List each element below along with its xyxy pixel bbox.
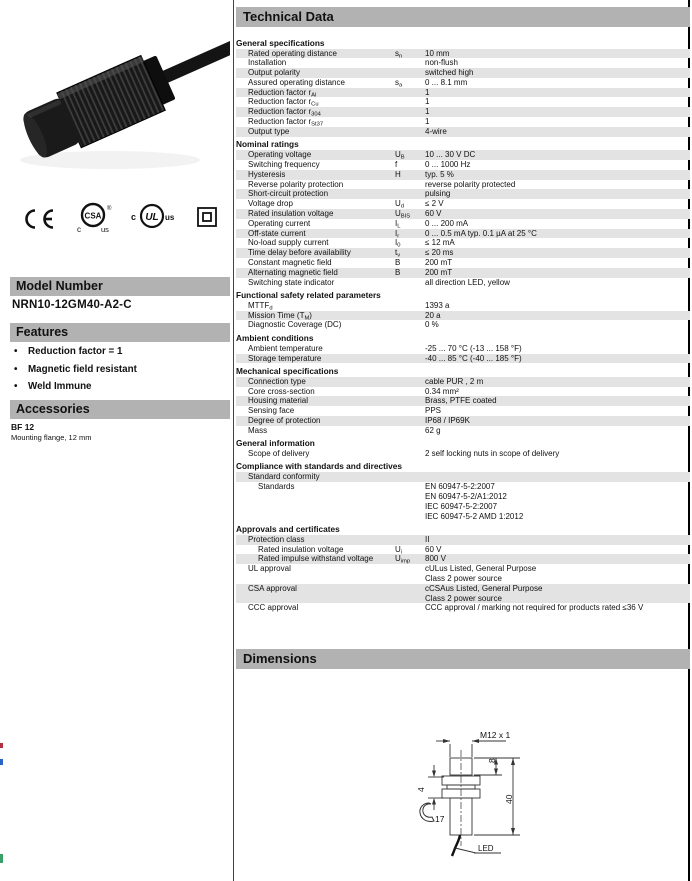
spec-value: 800 V [425,554,446,564]
accessory-name: BF 12 [11,422,35,432]
led-label: LED [478,844,494,853]
spec-value: 0 ... 200 mA [425,218,469,228]
spec-symbol [395,278,425,288]
spec-row [236,258,690,268]
spec-value: cULus Listed, General Purpose Class 2 power source [425,564,537,584]
spec-label: Reduction factor $r_{Cu}$ [248,97,319,108]
spec-value: II [425,534,430,544]
spec-label: Reduction factor $r_{St37}$ [248,117,324,128]
spec-symbol [395,88,425,98]
spec-value: ≤ 20 ms [425,248,454,258]
spec-value: 0 % [425,320,439,330]
spec-row [236,278,690,288]
spec-value: 1 [425,117,430,127]
spec-symbol [395,449,425,459]
spec-symbol: $s_n$ [395,48,403,59]
spec-label: Rated impulse withstand voltage [258,554,374,564]
spec-value: 200 mT [425,257,453,267]
feature-item: • Magnetic field resistant [14,364,224,375]
spec-symbol [395,127,425,137]
ul-c-text: c [131,212,137,222]
spec-row [236,482,690,521]
cul-us-mark-icon [126,203,180,236]
spec-row [236,449,690,459]
spec-row [236,416,690,426]
spec-row [236,426,690,436]
spec-label: Mass [248,425,268,435]
ce-mark-icon [22,208,58,235]
spec-value: reverse polarity protected [425,179,516,189]
spec-value: 1 [425,87,430,97]
spec-label: Short-circuit protection [248,189,329,199]
spec-symbol [395,416,425,426]
spec-row [236,396,690,406]
spec-value: 0 ... 8.1 mm [425,77,468,87]
spec-symbol [395,535,425,545]
spec-symbol: B [395,257,401,267]
spec-row [236,387,690,397]
technical-data-title: Technical Data [236,7,690,27]
spec-value: 62 g [425,425,441,435]
spec-row [236,354,690,364]
spec-symbol [395,344,425,354]
spec-symbol [395,482,425,521]
spec-row [236,209,690,219]
csa-us-text: us [101,225,109,234]
spec-row [236,88,690,98]
spec-value: typ. 5 % [425,169,454,179]
section-title: General specifications [236,37,325,48]
spec-symbol [395,603,425,613]
spec-row [236,97,690,107]
spec-symbol [395,320,425,330]
product-photo [10,12,230,189]
spec-symbol [395,97,425,107]
model-number-header: Model Number [10,277,230,296]
spec-row [236,107,690,117]
spec-label: Standard conformity [248,472,320,482]
spec-value: -40 ... 85 °C (-40 ... 185 °F) [425,353,522,363]
csa-c-text: c [77,225,81,234]
protection-class-ii-icon [196,206,218,233]
spec-row [236,564,690,584]
spec-label: Reverse polarity protection [248,179,344,189]
section-title: Approvals and certificates [236,523,340,534]
spec-label: Voltage drop [248,199,293,209]
spec-row [236,78,690,88]
features-header: Features [10,323,230,342]
spec-symbol [395,117,425,127]
spec-value: 20 a [425,310,441,320]
section-title: Ambient conditions [236,332,314,343]
page-edge-mark [0,759,3,765]
spec-symbol [395,189,425,199]
dim-8-label: 8 [487,758,497,763]
spec-symbol [395,426,425,436]
spec-symbol: $U_d$ [395,199,405,210]
spec-label: Rated operating distance [248,48,337,58]
spec-symbol: $s_a$ [395,77,403,89]
spec-symbol: $I_0$ [395,238,401,249]
spec-row [236,58,690,68]
csa-text: CSA [84,211,102,221]
dimension-drawing [380,720,610,881]
spec-label: Mission Time $(T_M)$ [248,310,312,322]
spec-value: ≤ 12 mA [425,238,455,248]
spec-row [236,117,690,127]
spec-symbol [395,180,425,190]
spec-label: Degree of protection [248,416,321,425]
spec-value: ≤ 2 V [425,199,444,209]
section-title: Functional safety related parameters [236,289,381,300]
spec-label: Operating current [248,218,311,228]
spec-value: 0.34 mm² [425,386,459,396]
csa-registered-mark: ® [107,206,112,212]
spec-symbol: $U_{imp}$ [395,554,411,565]
spec-row [236,603,690,613]
spec-value: cCSAus Listed, General Purpose Class 2 power source [425,583,543,603]
spec-label: CSA approval [248,583,297,593]
spec-row [236,229,690,239]
spec-row [236,311,690,321]
spec-label: CCC approval [248,603,299,613]
spec-row [236,344,690,354]
spec-label: Reduction factor $r_{Al}$ [248,87,317,99]
spec-row [236,68,690,78]
ul-us-text: us [165,213,175,222]
spec-label: Installation [248,58,287,68]
spec-label: Protection class [248,534,305,544]
spec-symbol [395,584,425,604]
csa-mark-icon [74,202,116,239]
spec-symbol [395,472,425,482]
spec-label: Housing material [248,396,309,406]
model-number: NRN10-12GM40-A2-C [12,299,132,311]
spec-symbol [395,406,425,416]
spec-value: switched high [425,68,474,78]
spec-value: 0 ... 0.5 mA typ. 0.1 µA at 25 °C [425,228,537,238]
spec-row [236,584,690,604]
spec-symbol: $U_{BIS}$ [395,208,411,220]
spec-label: Time delay before availability [248,248,351,258]
spec-row [236,301,690,311]
spec-label: Alternating magnetic field [248,267,338,277]
spec-value: cable PUR , 2 m [425,376,484,386]
section-title: General information [236,438,315,449]
spec-label: Hysteresis [248,169,286,179]
spec-label: Connection type [248,376,306,386]
ul-text: UL [145,212,159,223]
spec-label: Constant magnetic field [248,257,332,267]
spec-value: pulsing [425,189,451,199]
spec-label: Operating voltage [248,150,312,160]
spec-value: 1 [425,107,430,117]
spec-value: 1393 a [425,300,450,310]
dim-thread-label: M12 x 1 [480,730,511,740]
spec-row [236,248,690,258]
spec-value: EN 60947-5-2:2007 EN 60947-5-2/A1:2012 IEC 60947-5-2:2007 IEC 60947-5-2 AMD 1:2012 [425,482,524,521]
spec-value: IP68 / IP69K [425,416,470,425]
spec-label: Reduction factor $r_{304}$ [248,107,321,118]
spec-label: Core cross-section [248,386,315,396]
accessories-header: Accessories [10,400,230,419]
spec-value: 0 ... 1000 Hz [425,159,471,169]
spec-label: Sensing face [248,406,295,416]
feature-item: • Weld Immune [14,381,224,392]
spec-symbol: $I_L$ [395,218,401,230]
wrench-size-label: 17 [435,814,445,824]
spec-label: Output polarity [248,68,301,78]
spec-label: Rated insulation voltage [258,544,344,554]
spec-value: 60 V [425,208,442,218]
spec-symbol: $I_r$ [395,228,400,240]
column-divider [233,0,234,881]
section-title: Compliance with standards and directives [236,461,402,472]
spec-row [236,320,690,330]
spec-symbol: $U_i$ [395,544,403,556]
technical-data-sections [236,35,690,613]
spec-label: Standards [258,482,295,492]
spec-label: Scope of delivery [248,449,310,459]
feature-item: • Reduction factor = 1 [14,346,224,357]
spec-symbol [395,301,425,311]
spec-label: Diagnostic Coverage (DC) [248,320,342,330]
section-title: Mechanical specifications [236,365,339,376]
spec-label: Ambient temperature [248,343,323,353]
spec-row [236,150,690,160]
spec-value: 1 [425,97,430,107]
spec-value: 10 ... 30 V DC [425,150,476,160]
spec-symbol [395,354,425,364]
spec-label: Switching frequency [248,159,320,169]
spec-symbol [395,107,425,117]
spec-label: $MTTF_d$ [248,300,273,312]
spec-row [236,180,690,190]
spec-value: -25 ... 70 °C (-13 ... 158 °F) [425,343,522,353]
spec-row [236,545,690,555]
spec-symbol [395,396,425,406]
spec-symbol [395,377,425,387]
spec-row [236,189,690,199]
dimensions-title: Dimensions [236,649,690,669]
certification-logos [10,200,230,234]
features-list [14,346,224,399]
spec-row [236,127,690,137]
spec-value: Brass, PTFE coated [425,396,497,406]
spec-label: UL approval [248,564,291,574]
spec-value [425,472,690,482]
spec-symbol [395,58,425,68]
spec-row [236,170,690,180]
spec-value: 2 self locking nuts in scope of delivery [425,449,560,459]
spec-label: Off-state current [248,228,306,238]
spec-symbol: B [395,267,401,277]
spec-label: Switching state indicator [248,277,335,287]
dim-4-label: 4 [416,787,426,792]
spec-row [236,554,690,564]
spec-symbol [395,311,425,321]
spec-label: No-load supply current [248,238,329,248]
technical-data-panel [236,7,690,613]
spec-row [236,238,690,248]
dim-40-label: 40 [504,794,514,804]
spec-row [236,49,690,59]
spec-symbol [395,68,425,78]
accessory-description: Mounting flange, 12 mm [11,433,92,442]
spec-symbol: $U_B$ [395,150,405,161]
spec-symbol: f [395,159,398,169]
spec-value: 4-wire [425,126,447,136]
spec-value: 10 mm [425,48,450,58]
spec-value: all direction LED, yellow [425,277,510,287]
spec-row [236,406,690,416]
spec-row [236,219,690,229]
spec-row [236,199,690,209]
spec-label: Output type [248,126,290,136]
spec-row [236,535,690,545]
spec-label: Rated insulation voltage [248,208,334,218]
spec-value: 60 V [425,544,442,554]
spec-row [236,377,690,387]
spec-row [236,268,690,278]
spec-row [236,472,690,482]
spec-value: non-flush [425,58,458,68]
spec-label: Storage temperature [248,353,322,363]
spec-row [236,160,690,170]
page-edge-mark [0,743,3,748]
spec-value: 200 mT [425,267,453,277]
section-title: Nominal ratings [236,139,299,150]
spec-symbol [395,387,425,397]
spec-value: PPS [425,406,442,416]
page-edge-mark [0,854,3,863]
spec-symbol: $t_v$ [395,248,401,259]
spec-label: Assured operating distance [248,77,345,87]
spec-symbol [395,564,425,584]
spec-value: CCC approval / marking not required for products rated ≤36 V [425,603,644,613]
spec-symbol: H [395,169,401,179]
